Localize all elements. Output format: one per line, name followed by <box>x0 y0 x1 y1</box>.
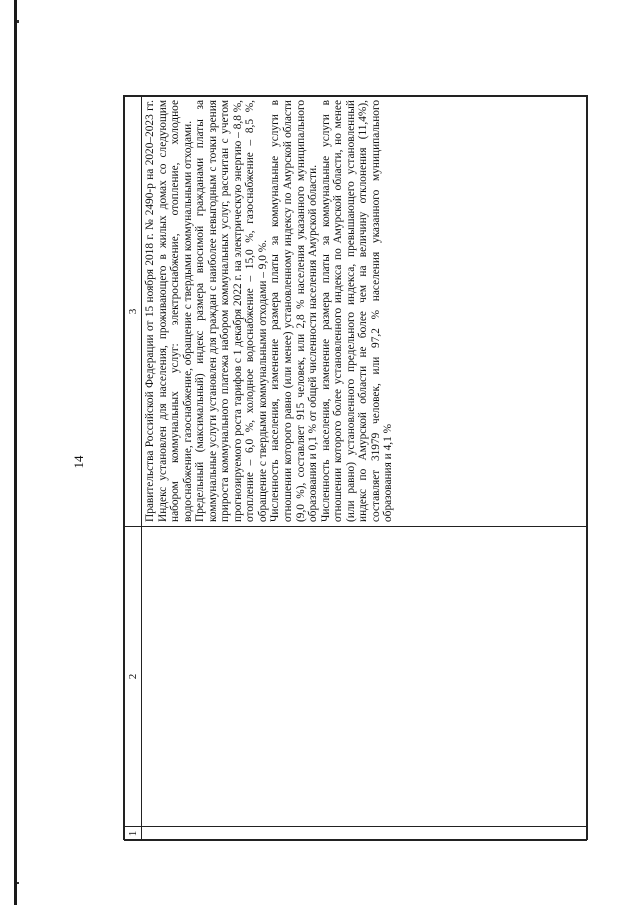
column-header-3: 3 <box>125 97 142 527</box>
table-header-row <box>125 97 142 841</box>
cell-column-1 <box>142 827 587 841</box>
cell-column-2 <box>142 527 587 827</box>
scan-speck <box>17 20 19 23</box>
table-row <box>142 97 587 841</box>
paragraph-population-above-index: Численность населения, изменение размера платы за коммунальные услуги в отношении которого более установленного индекса по Амурской области, но менее (или равно) установленного предельного индекса, превышающего установленный индекс по Амурской области не более чем на величину отклонения (11,4%), составляет 31979 человек, или 97,2 % населения указанного муниципального образования и 4,1 % <box>319 100 395 522</box>
paragraph-maximum-index: Предельный (максимальный) индекс размера вносимой гражданами платы за коммунальные услуги установлен для граждан с наиболее невыгодным с точки зрения прироста коммунального платежа набором коммунальных услуг, рассчитан с учетом прогнозируемого роста тарифов с 1 декабря 2022 г. на электрическую энергию – 8,8 %, отопление – 6,0 %, холодное водоснабжение – 15,0 %, газоснабжение – 8,5 %, обращение с твердыми коммунальными отходами – 9,0 %. <box>194 100 269 522</box>
page-number: 14 <box>71 455 86 469</box>
paragraph-population-within-index: Численность населения, изменение размера платы за коммунальные услуги в отношении которого равно (или менее) установленному индексу по Амурской области (9,0 %), составляет 915 человек, или 2,8 % населения указанного муниципального образования и 0,1 % от общей численности населения Амурской области. <box>269 100 320 522</box>
column-header-1: 1 <box>125 827 142 841</box>
cell-column-3 <box>142 97 587 527</box>
column-header-2: 2 <box>125 527 142 827</box>
document-table <box>123 95 588 840</box>
scan-binding-edge <box>14 0 17 905</box>
scan-speck <box>17 882 19 884</box>
paragraph-index-basis: Правительства Российской Федерации от 15 ноября 2018 г. № 2490-р на 2020–2023 гг. Индекс установлен для населения, проживающего в жилых домах со следующим набором коммунальных услуг: электроснабжение, отопление, холодное водоснабжение, газоснабжение, обращение с твердыми коммунальными отходами. <box>144 100 194 522</box>
